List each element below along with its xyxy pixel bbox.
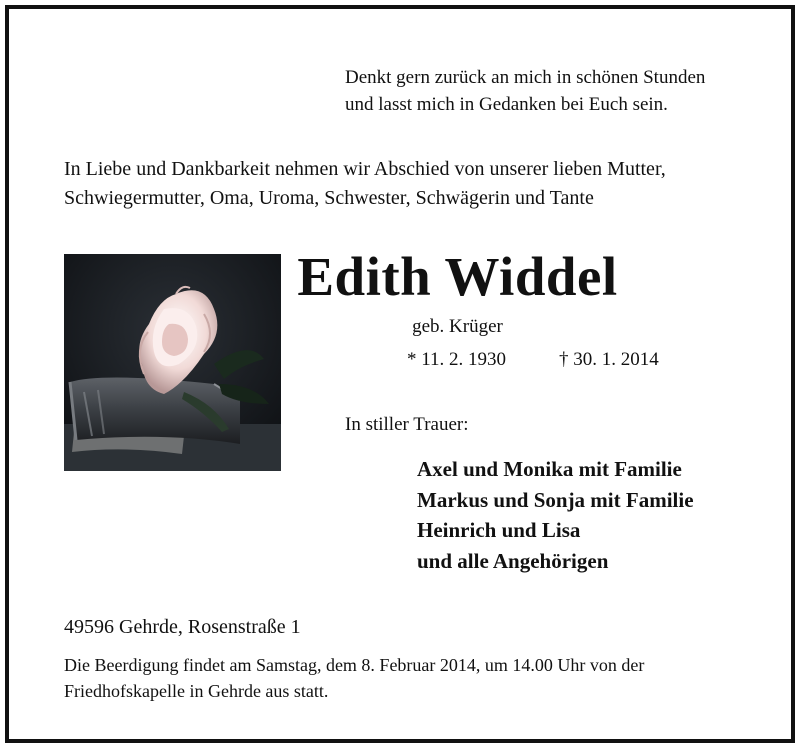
- quote-line-1: Denkt gern zurück an mich in schönen Stunden: [345, 67, 706, 88]
- family-list: [417, 454, 694, 576]
- intro-line-2: Schwiegermutter, Oma, Uroma, Schwester, Schwägerin und Tante: [64, 187, 594, 209]
- funeral-info: [64, 652, 644, 704]
- deceased-name: Edith Widdel: [297, 246, 618, 307]
- intro-text: [64, 155, 666, 213]
- family-entry: und alle Angehörigen: [417, 548, 609, 573]
- family-entry: Heinrich und Lisa: [417, 518, 581, 542]
- family-entry: Axel und Monika mit Familie: [417, 457, 682, 481]
- intro-line-1: In Liebe und Dankbarkeit nehmen wir Abschied von unserer lieben Mutter,: [64, 158, 666, 180]
- maiden-name: geb. Krüger: [412, 316, 503, 337]
- quote-line-2: und lasst mich in Gedanken bei Euch sein.: [345, 94, 668, 115]
- family-entry: Markus und Sonja mit Familie: [417, 487, 694, 512]
- birth-date: * 11. 2. 1930: [407, 349, 507, 370]
- funeral-line-1: Die Beerdigung findet am Samstag, dem 8. Februar 2014, um 14.00 Uhr von der: [64, 655, 645, 675]
- funeral-line-2: Friedhofskapelle in Gehrde aus statt.: [64, 681, 329, 701]
- obituary-notice: [5, 5, 795, 743]
- address: 49596 Gehrde, Rosenstraße 1: [64, 616, 301, 638]
- mourning-label: In stiller Trauer:: [345, 414, 469, 435]
- death-date: † 30. 1. 2014: [559, 349, 659, 370]
- memorial-quote: [345, 64, 705, 118]
